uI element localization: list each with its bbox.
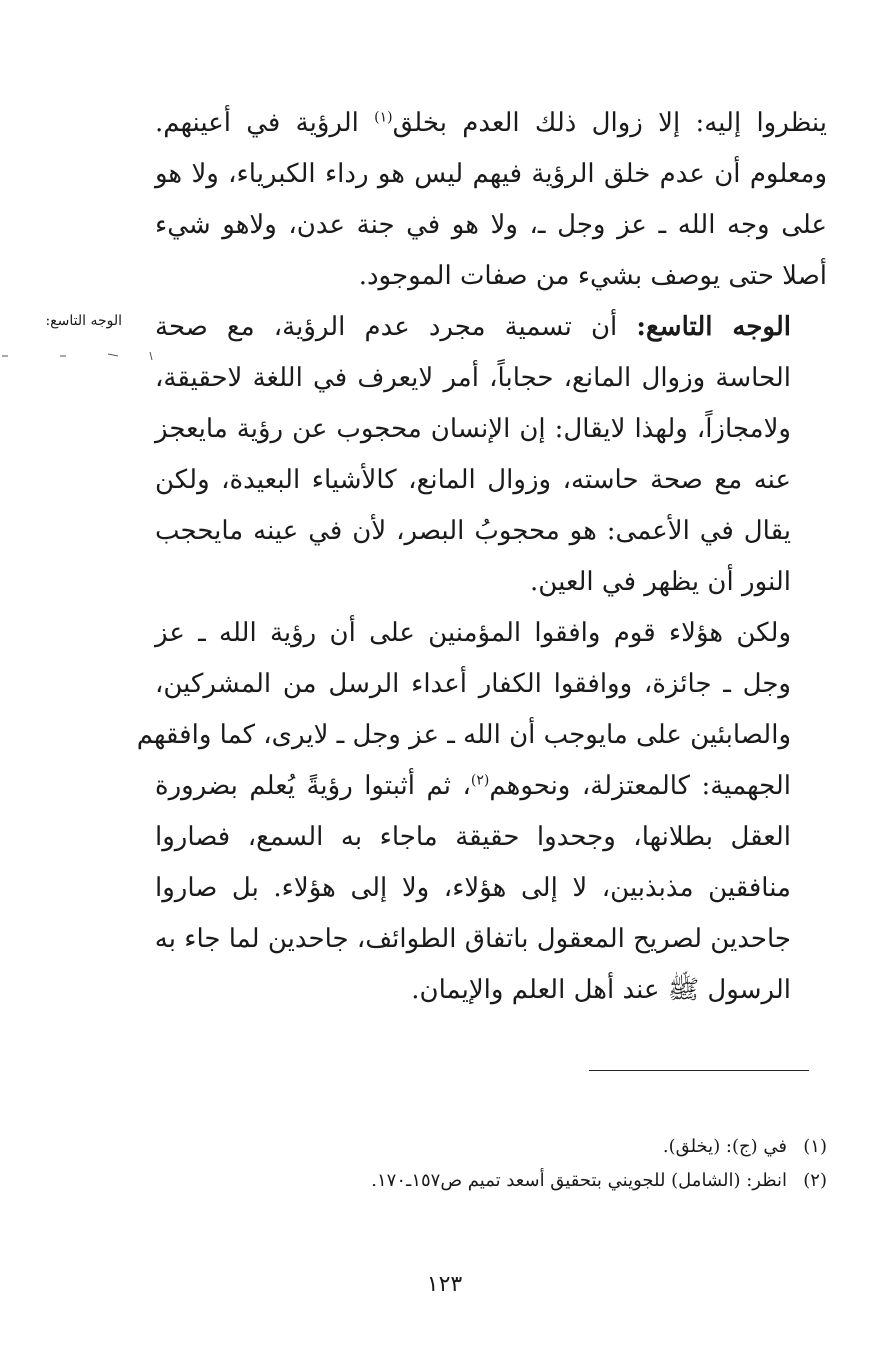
footnote-2 xyxy=(155,1164,827,1198)
margin-scan-mark xyxy=(0,350,160,362)
text-line: يقال في الأعمى: هو محجوبُ البصر، لأن في عينه مايحجب xyxy=(155,516,791,546)
text-line: عنه مع صحة حاسته، وزوال المانع، كالأشياء البعيدة، ولكن xyxy=(155,465,791,495)
footnote-number: (١) xyxy=(803,1136,827,1157)
text-line: جاحدين لصريح المعقول باتفاق الطوائف، جاحدين لما جاء به xyxy=(154,924,791,954)
text-line: ومعلوم أن عدم خلق الرؤية فيهم ليس هو رداء الكبرياء، ولا هو xyxy=(155,159,827,189)
paragraph-1 xyxy=(155,98,827,302)
paragraph-2 xyxy=(155,302,827,608)
footnotes xyxy=(155,1130,827,1198)
text-line: الوجه التاسع: أن تسمية مجرد عدم الرؤية، مع صحة xyxy=(155,312,791,342)
text-line: على وجه الله ـ عز وجل ـ، ولا هو في جنة عدن، ولاهو شيء xyxy=(155,210,827,240)
text-line: الرسول ﷺ عند أهل العلم والإيمان. xyxy=(411,975,791,1005)
footnote-1 xyxy=(155,1130,827,1164)
footnote-text: انظر: (الشامل) للجويني بتحقيق أسعد تميم ص١٥٧ـ١٧٠. xyxy=(371,1170,787,1191)
text-line: منافقين مذبذبين، لا إلى هؤلاء، ولا إلى هؤلاء. بل صاروا xyxy=(155,873,791,903)
text-line: ولكن هؤلاء قوم وافقوا المؤمنين على أن رؤية الله ـ عز xyxy=(155,618,791,648)
text-line: النور أن يظهر في العين. xyxy=(530,567,791,597)
text-line: ولامجازاً، ولهذا لايقال: إن الإنسان محجوب عن رؤية مايعجز xyxy=(155,414,791,444)
text-line: أصلا حتى يوصف بشيء من صفات الموجود. xyxy=(358,261,827,291)
footnote-divider xyxy=(589,1070,809,1071)
text-line: العقل بطلانها، وجحدوا حقيقة ماجاء به السمع، فصاروا xyxy=(155,822,791,852)
footnote-ref-2: (٢) xyxy=(470,772,490,789)
text-line: الحاسة وزوال المانع، حجاباً، أمر لايعرف في اللغة لاحقيقة، xyxy=(155,363,791,393)
footnote-number: (٢) xyxy=(803,1170,827,1191)
text-line: ينظروا إليه: إلا زوال ذلك العدم بخلق$^{(١)}$ الرؤية في أعينهم. xyxy=(155,108,827,138)
footnote-ref-1: (١) xyxy=(374,109,393,126)
page-number: ١٢٣ xyxy=(426,1272,463,1297)
margin-note: الوجه التاسع: xyxy=(45,313,122,329)
text-line: والصابئين على مايوجب أن الله ـ عز وجل ـ لايرى، كما وافقهم xyxy=(136,720,791,750)
footnote-text: في (ج): (يخلق). xyxy=(662,1136,787,1157)
text-line: وجل ـ جائزة، ووافقوا الكفار أعداء الرسل من المشركين، xyxy=(155,669,791,699)
paragraph-3 xyxy=(136,608,827,1016)
section-heading: الوجه التاسع: xyxy=(636,312,791,342)
text-line: الجهمية: كالمعتزلة، ونحوهم$^{(٢)}$، ثم أثبتوا رؤيةً يُعلم بضرورة xyxy=(155,771,792,801)
